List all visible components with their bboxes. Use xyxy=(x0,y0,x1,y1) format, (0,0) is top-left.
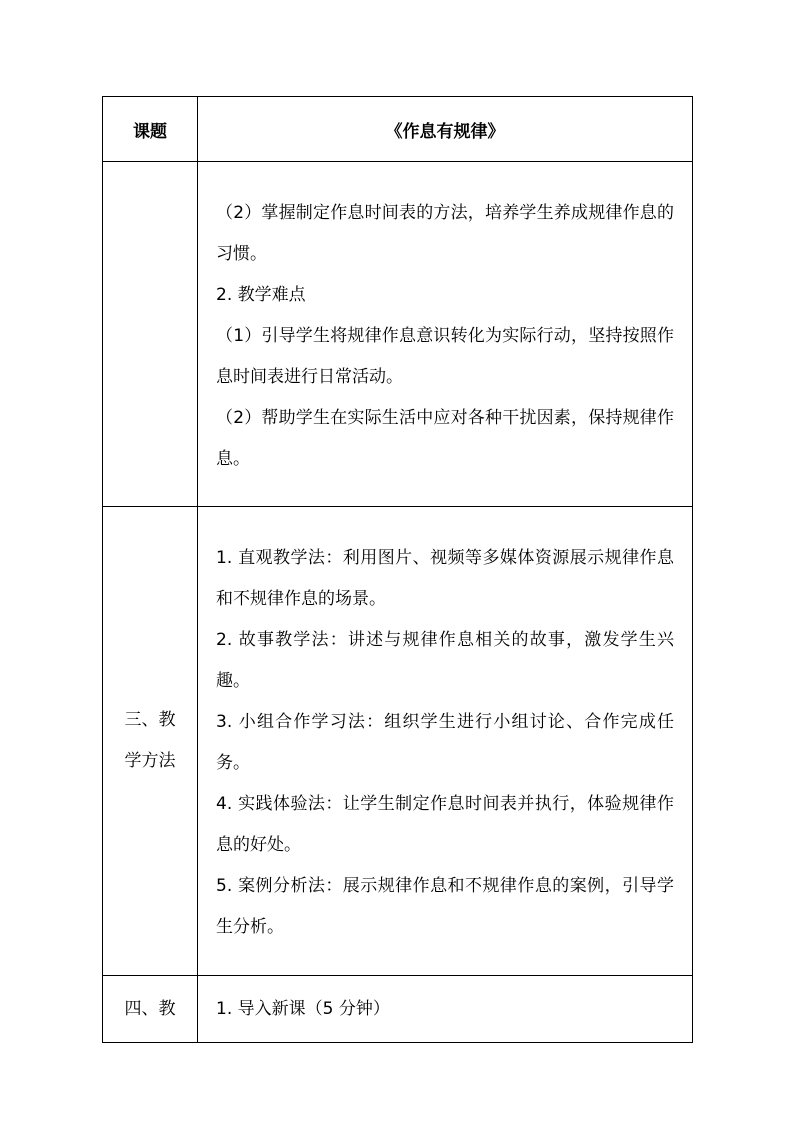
content-paragraph: 5. 案例分析法：展示规律作息和不规律作息的案例，引导学生分析。 xyxy=(216,876,674,937)
content-paragraph: 1. 直观教学法：利用图片、视频等多媒体资源展示规律作息和不规律作息的场景。 xyxy=(216,548,674,609)
table-row xyxy=(103,976,693,1043)
content-paragraph: 2. 故事教学法：讲述与规律作息相关的故事，激发学生兴趣。 xyxy=(216,630,674,691)
topic-label: 课题 xyxy=(103,97,198,162)
content-paragraph: 3. 小组合作学习法：组织学生进行小组讨论、合作完成任务。 xyxy=(216,712,674,773)
section-label: 四、教 xyxy=(103,976,198,1043)
section-content xyxy=(198,162,693,507)
content-paragraph: （2）帮助学生在实际生活中应对各种干扰因素，保持规律作息。 xyxy=(216,407,674,469)
lesson-plan-table xyxy=(102,96,693,1043)
table-row xyxy=(103,507,693,976)
header-row xyxy=(103,97,693,162)
section-content xyxy=(198,976,693,1043)
lesson-title: 《作息有规律》 xyxy=(198,97,693,162)
section-content xyxy=(198,507,693,976)
table-row xyxy=(103,162,693,507)
section-label xyxy=(103,162,198,507)
content-paragraph: 2. 教学难点 xyxy=(216,284,306,305)
content-paragraph: 1. 导入新课（5 分钟） xyxy=(216,998,390,1019)
content-paragraph: （2）掌握制定作息时间表的方法，培养学生养成规律作息的习惯。 xyxy=(216,202,674,264)
content-paragraph: （1）引导学生将规律作息意识转化为实际行动，坚持按照作息时间表进行日常活动。 xyxy=(216,325,674,387)
section-label: 三、教学方法 xyxy=(103,507,198,976)
content-paragraph: 4. 实践体验法：让学生制定作息时间表并执行，体验规律作息的好处。 xyxy=(216,794,674,855)
